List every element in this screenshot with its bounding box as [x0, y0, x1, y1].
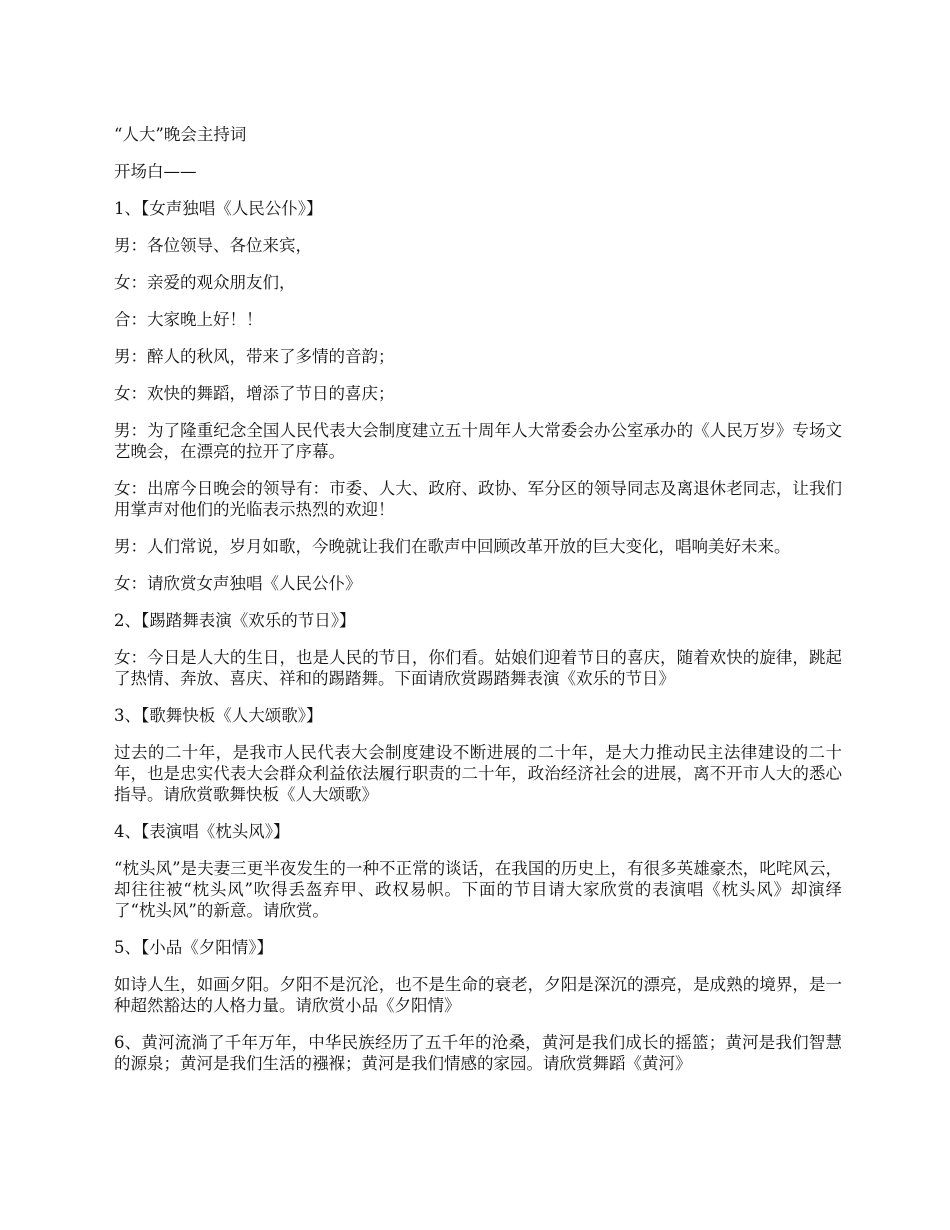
paragraph: 女：请欣赏女声独唱《人民公仆》 [114, 574, 362, 593]
program-heading: 4、【表演唱《枕头风》】 [114, 822, 290, 841]
paragraph: 6、黄河流淌了千年万年，中华民族经历了五千年的沧桑，黄河是我们成长的摇篮；黄河是我们智慧的源泉；黄河是我们生活的襁褓；黄河是我们情感的家园。请欣赏舞蹈《黄河》 [114, 1033, 842, 1073]
paragraph: 男：人们常说，岁月如歌，今晚就让我们在歌声中回顾改革开放的巨大变化，唱响美好未来。 [114, 537, 791, 556]
program-heading: 3、【歌舞快板《人大颂歌》】 [114, 706, 323, 725]
paragraph: 如诗人生，如画夕阳。夕阳不是沉沦，也不是生命的衰老，夕阳是深沉的漂亮，是成熟的境界，是一种超然豁达的人格力量。请欣赏小品《夕阳情》 [114, 975, 842, 1015]
program-heading: 2、【踢踏舞表演《欢乐的节日》】 [114, 611, 356, 630]
paragraph: 女：今日是人大的生日，也是人民的节日，你们看。姑娘们迎着节日的喜庆，随着欢快的旋律，跳起了热情、奔放、喜庆、祥和的踢踏舞。下面请欣赏踢踏舞表演《欢乐的节日》 [114, 648, 842, 688]
paragraph: 女：欢快的舞蹈，增添了节日的喜庆； [114, 384, 395, 403]
document-title: “人大”晚会主持词 [114, 125, 247, 144]
paragraph: 男：各位领导、各位来宾， [114, 236, 312, 255]
paragraph: 女：亲爱的观众朋友们， [114, 273, 296, 292]
document-body [114, 124, 842, 1090]
paragraph: 过去的二十年，是我市人民代表大会制度建设不断进展的二十年，是大力推动民主法律建设的二十年，也是忠实代表大会群众利益依法履行职责的二十年，政治经济社会的进展，离不开市人大的悉心指导。请欣赏歌舞快板《人大颂歌》 [114, 743, 842, 804]
paragraph: 女：出席今日晚会的领导有：市委、人大、政府、政协、军分区的领导同志及离退休老同志，让我们用掌声对他们的光临表示热烈的欢迎！ [114, 479, 842, 519]
paragraph: “枕头风”是夫妻三更半夜发生的一种不正常的谈话，在我国的历史上，有很多英雄豪杰，叱咤风云，却往往被“枕头风”吹得丢盔弃甲、政权易帜。下面的节目请大家欣赏的表演唱《枕头风》却演绎了“枕头风”的新意。请欣赏。 [114, 859, 842, 920]
paragraph: 男：醉人的秋风，带来了多情的音韵； [114, 347, 395, 366]
paragraph: 合：大家晚上好！！ [114, 310, 263, 329]
paragraph: 男：为了隆重纪念全国人民代表大会制度建立五十周年人大常委会办公室承办的《人民万岁》专场文艺晚会，在漂亮的拉开了序幕。 [114, 421, 842, 461]
paragraph-opening: 开场白—— [114, 162, 197, 181]
program-heading: 1、【女声独唱《人民公仆》】 [114, 199, 323, 218]
program-heading: 5、【小品《夕阳情》】 [114, 938, 273, 957]
